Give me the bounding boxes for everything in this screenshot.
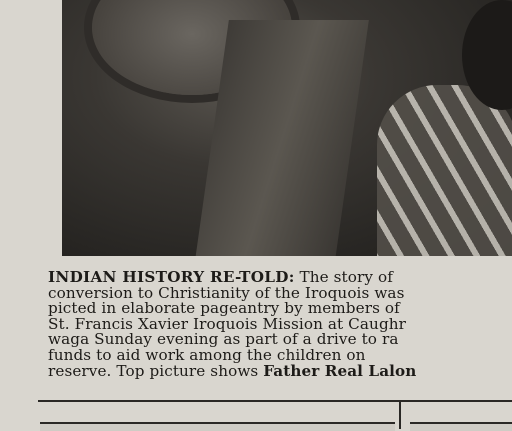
column-divider (399, 402, 401, 429)
caption-line-5: waga Sunday evening as part of a drive to ra (48, 330, 399, 349)
caption-line-4: St. Francis Xavier Iroquois Mission at Caughr (48, 314, 407, 333)
caption-line-3: picted in elaborate pageantry by members of (48, 299, 400, 318)
caption-line-6: funds to aid work among the children on (48, 345, 366, 364)
next-article-box-left (40, 422, 395, 431)
photo-costumed-figure (377, 85, 512, 256)
column-rule (38, 400, 512, 402)
photo-caption (48, 270, 512, 379)
caption-name-bold: Father Real Lalon (263, 361, 417, 380)
caption-headline: INDIAN HISTORY RE-TOLD: (48, 268, 295, 286)
caption-line-2: conversion to Christianity of the Iroquois was (48, 283, 405, 302)
caption-line-7-start: reserve. Top picture shows (48, 361, 264, 380)
next-article-box-right (410, 422, 512, 431)
caption-line-7 (48, 361, 512, 380)
caption-line-1-rest: The story of (294, 268, 393, 286)
newspaper-photo (62, 0, 512, 256)
